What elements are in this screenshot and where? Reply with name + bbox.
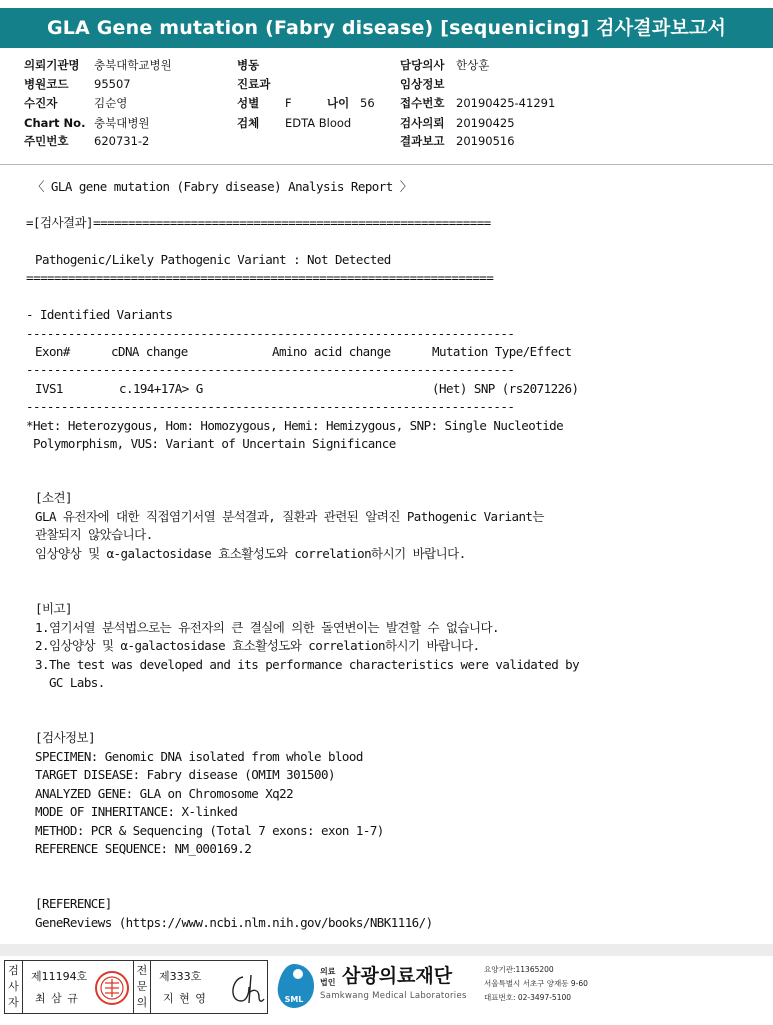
test-info-title: [검사정보] — [35, 730, 96, 745]
footnote-line-2: Polymorphism, VUS: Variant of Uncertain Significance — [26, 436, 396, 451]
svg-text:SML: SML — [284, 995, 304, 1004]
opinion-line-2: 관찰되지 않았습니다. — [35, 527, 153, 542]
org-phone: 대표번호: 02-3497-5100 — [484, 993, 572, 1002]
test-info-line: METHOD: PCR & Sequencing (Total 7 exons: exon 1-7) — [35, 823, 384, 838]
info-request-date: 검사의뢰 20190425 — [400, 116, 515, 130]
opinion-line-3: 임상양상 및 α-galactosidase 효소활성도와 correlation하시기 바랍니다. — [35, 546, 466, 561]
footnote-line-1: *Het: Heterozygous, Hom: Homozygous, Hemi: Hemizygous, SNP: Single Nucleotide — [26, 418, 564, 433]
info-receipt-no: 접수번호 20190425-41291 — [400, 96, 556, 110]
test-info-line: MODE OF INHERITANCE: X-linked — [35, 804, 238, 819]
info-age: 나이 56 — [327, 96, 375, 110]
remark-line-3a: 3.The test was developed and its performance characteristics were validated by — [35, 657, 580, 672]
info-ward: 병동 — [237, 58, 260, 72]
info-requesting-institution: 의뢰기관명 충북대학교병원 — [24, 58, 172, 72]
tester-seal-icon — [93, 969, 131, 1007]
tester-license: 제11194호 — [31, 970, 88, 983]
patient-info — [0, 56, 773, 166]
report-title: GLA Gene mutation (Fabry disease) [sequenicing] 검사결과보고서 — [0, 8, 773, 48]
opinion-line-1: GLA 유전자에 대한 직접염기서열 분석결과, 질환과 관련된 알려진 Pathogenic Variant는 — [35, 509, 544, 524]
table-cell-cdna: c.194+17A> G — [119, 381, 203, 396]
report-footer — [0, 958, 773, 1018]
report-heading: 〈 GLA gene mutation (Fabry disease) Analysis Report 〉 — [32, 179, 412, 194]
test-info-line: ANALYZED GENE: GLA on Chromosome Xq22 — [35, 786, 294, 801]
header-divider — [0, 164, 773, 165]
info-specimen: 검체 EDTA Blood — [237, 116, 352, 130]
result-text: Pathogenic/Likely Pathogenic Variant : Not Detected — [35, 252, 391, 267]
table-header-cdna: cDNA change — [111, 344, 188, 359]
reference-line-1: GeneReviews (https://www.ncbi.nlm.nih.gov/books/NBK1116/) — [35, 915, 433, 930]
info-attending-physician: 담당의사 한상훈 — [400, 58, 490, 72]
test-info-line: SPECIMEN: Genomic DNA isolated from whole blood — [35, 749, 363, 764]
specialist-label: 전 문 의 — [133, 961, 151, 1013]
table-header-exon: Exon# — [35, 344, 70, 359]
footer-divider — [0, 944, 773, 956]
result-rule: =================================================================== — [26, 270, 494, 285]
info-report-date: 결과보고 20190516 — [400, 134, 515, 148]
info-clinical-info: 임상정보 — [400, 77, 445, 91]
remarks-title: [비고] — [35, 601, 73, 616]
info-department: 진료과 — [237, 77, 271, 91]
table-header-amino: Amino acid change — [272, 344, 391, 359]
opinion-title: [소견] — [35, 490, 73, 505]
org-name: 삼광의료재단 — [342, 965, 453, 987]
result-header-rule: =[검사결과]========================================================= — [26, 215, 491, 230]
variants-rule-mid: ---------------------------------------------------------------------- — [26, 362, 515, 377]
reference-title: [REFERENCE] — [35, 896, 112, 911]
info-sex: 성별 F — [237, 96, 292, 110]
signature-box — [4, 960, 268, 1014]
test-info-line: TARGET DISEASE: Fabry disease (OMIM 301500) — [35, 767, 335, 782]
remark-line-1: 1.염기서열 분석법으로는 유전자의 큰 결실에 의한 돌연변이는 발견할 수 없습니다. — [35, 620, 500, 635]
info-resident-no: 주민번호 620731-2 — [24, 134, 150, 148]
org-english-name: Samkwang Medical Laboratories — [320, 991, 467, 1001]
specialist-license: 제333호 — [159, 970, 202, 983]
table-cell-mutation: (Het) SNP (rs2071226) — [432, 381, 579, 396]
tester-label: 검 사 자 — [5, 961, 23, 1013]
test-info-line: REFERENCE SEQUENCE: NM_000169.2 — [35, 841, 252, 856]
info-hospital-code: 병원코드 95507 — [24, 77, 131, 91]
tester-name: 최 삼 규 — [35, 992, 79, 1005]
table-header-mutation: Mutation Type/Effect — [432, 344, 572, 359]
table-cell-exon: IVS1 — [35, 381, 63, 396]
variants-rule-top: ---------------------------------------------------------------------- — [26, 326, 515, 341]
info-chart-no: Chart No. 충북대병원 — [24, 116, 150, 130]
variants-rule-bottom: ---------------------------------------------------------------------- — [26, 399, 515, 414]
remark-line-2: 2.임상양상 및 α-galactosidase 효소활성도와 correlation하시기 바랍니다. — [35, 638, 480, 653]
remark-line-3b: GC Labs. — [35, 675, 105, 690]
specialist-name: 지 현 영 — [163, 992, 207, 1005]
variants-title: - Identified Variants — [26, 307, 173, 322]
info-patient-name: 수진자 김순영 — [24, 96, 128, 110]
org-code: 요양기관:11365200 — [484, 965, 554, 974]
org-type: 의료법인 — [320, 967, 336, 987]
specialist-signature-icon — [223, 967, 265, 1009]
org-address: 서울특별시 서초구 양재동 9-60 — [484, 979, 588, 988]
sml-logo-icon — [272, 962, 316, 1010]
